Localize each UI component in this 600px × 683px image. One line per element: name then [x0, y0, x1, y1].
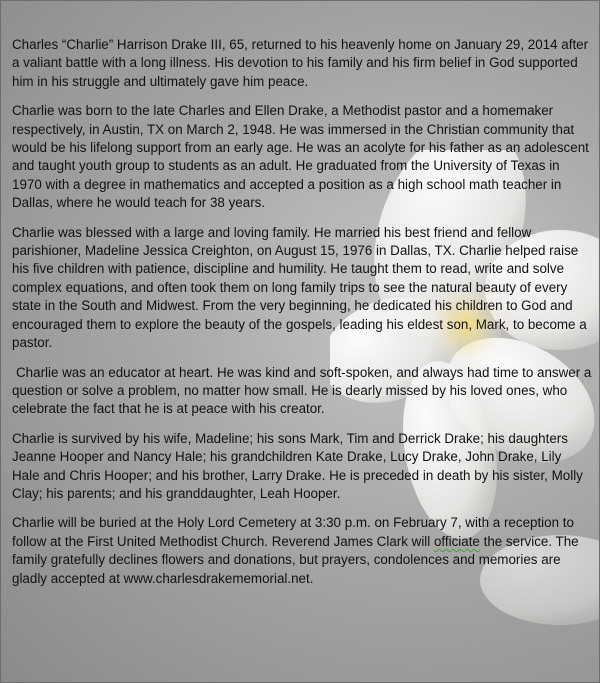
spellcheck-flagged-word: officiate — [433, 533, 480, 549]
paragraph-early-life: Charlie was born to the late Charles and Ellen Drake, a Methodist pastor and a homemaker respectively, in Austin, TX on March 2, 1948. He was immersed in the Christian community that would be his lifelong support from an early age. He was an acolyte for his father as an adolescent and taught youth group to students as an adult. He graduated from the University of Texas in 1970 with a degree in mathematics and accepted a position as a high school math teacher in Dallas, where he would teach for 38 years. — [12, 103, 589, 211]
paragraph-intro: Charles “Charlie” Harrison Drake III, 65, returned to his heavenly home on January 29, 2014 after a valiant battle with a long illness. His devotion to his family and his firm belief in God supported him in his struggle and ultimately gave him peace. — [12, 37, 589, 89]
services-text-end: the service. The family gratefully declines flowers and donations, but prayers, condolences and memories are gladly accepted at www.charlesdrakememorial.net. — [12, 533, 579, 586]
paragraph-survivors: Charlie is survived by his wife, Madeline; his sons Mark, Tim and Derrick Drake; his daughters Jeanne Hooper and Nancy Hale; his grandchildren Kate Drake, Lucy Drake, John Drake, Lily Hale and Chris Hooper; and his brother, Larry Drake. He is preceded in death by his sister, Molly Clay; his parents; and his granddaughter, Leah Hooper. — [12, 430, 583, 501]
paragraph-family: Charlie was blessed with a large and loving family. He married his best friend and fellow parishioner, Madeline Jessica Creighton, on August 15, 1976 in Dallas, TX. Charlie helped raise his five children with patience, discipline and humility. He taught them to read, write and solve complex equations, and often took them on long family trips to see the natural beauty of every state in the South and Midwest. From the very beginning, he dedicated his children to God and encouraged them to explore the beauty of the gospels, leading his eldest son, Mark, to become a pastor. — [12, 224, 587, 351]
services-text-start: Charlie will be buried at the Holy Lord Cemetery at 3:30 p.m. on February 7, with a reception to follow at the First United Methodist Church. Reverend James Clark will — [12, 515, 574, 549]
paragraph-educator: Charlie was an educator at heart. He was kind and soft-spoken, and always had time to answer a question or solve a problem, no matter how small. He is dearly missed by his loved ones, who celebrate the fact that he is at peace with his creator. — [12, 364, 592, 417]
